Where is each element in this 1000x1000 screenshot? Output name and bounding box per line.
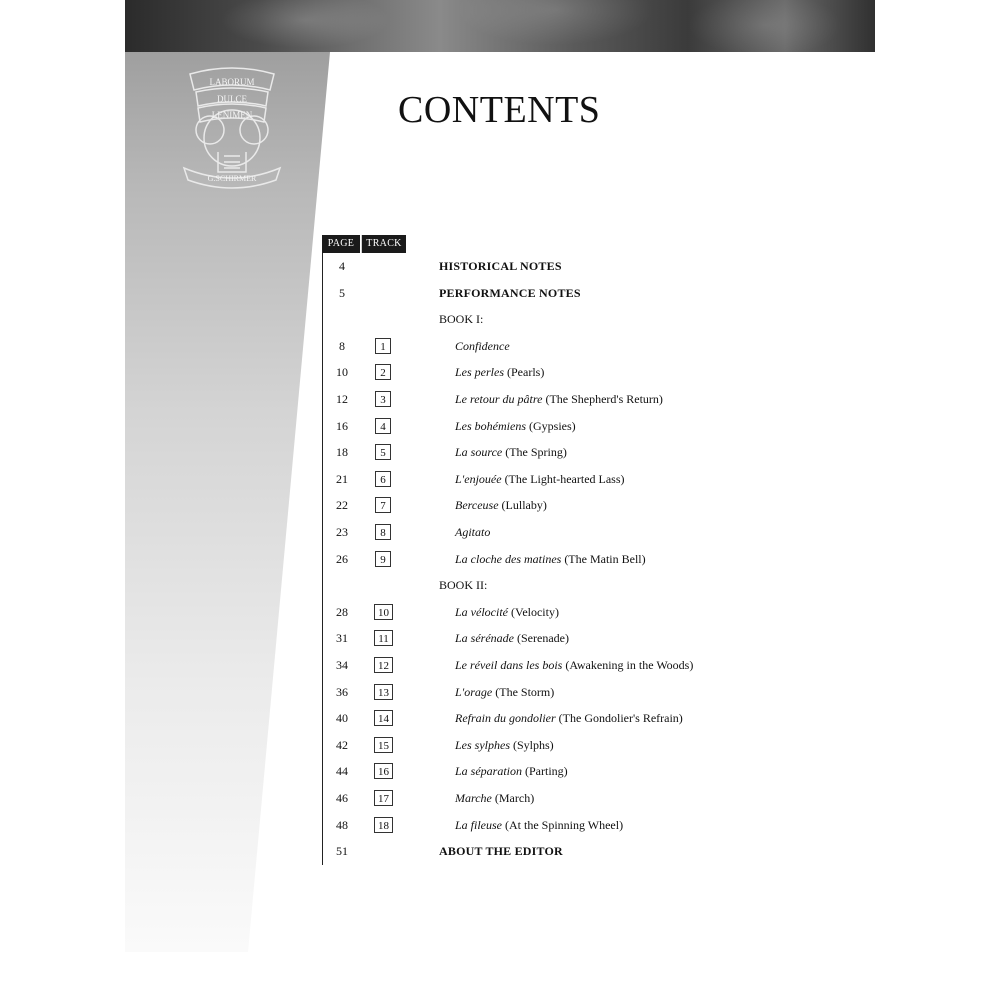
toc-page-number: 51 — [336, 844, 348, 859]
toc-page-number: 12 — [336, 392, 348, 406]
toc-piece-translation: (At the Spinning Wheel) — [505, 817, 624, 832]
toc-track-number: 4 — [375, 418, 391, 434]
toc-entry-title — [455, 392, 663, 407]
page-title: CONTENTS — [398, 89, 601, 131]
toc-row[interactable] — [322, 602, 742, 624]
toc-entry-title: HISTORICAL NOTES — [439, 259, 562, 273]
toc-track-number: 11 — [374, 630, 393, 646]
toc-row[interactable] — [322, 522, 742, 544]
seal-motto-line-1: LABORUM — [209, 77, 255, 87]
toc-entry-title — [455, 764, 568, 779]
toc-row[interactable] — [322, 495, 742, 517]
toc-entry-title — [455, 525, 490, 540]
toc-page-number: 5 — [339, 285, 345, 300]
toc-piece-translation: (Parting) — [525, 764, 568, 779]
seal-motto-line-2: DULCE — [217, 94, 247, 104]
toc-piece-title: Les bohémiens — [455, 418, 526, 433]
toc-entry-title — [455, 552, 646, 567]
toc-track-number: 15 — [374, 737, 393, 753]
toc-track-number: 1 — [375, 338, 391, 354]
toc-track-number: 8 — [375, 524, 391, 540]
toc-piece-title: Berceuse — [455, 498, 499, 513]
toc-track-number: 3 — [375, 391, 391, 407]
toc-row[interactable] — [322, 628, 742, 650]
toc-entry-title — [455, 658, 693, 673]
toc-piece-translation: (Sylphs) — [513, 737, 554, 752]
toc-page-number: 31 — [336, 631, 348, 646]
toc-row[interactable] — [322, 761, 742, 783]
toc-row[interactable] — [322, 788, 742, 810]
toc-track-number: 5 — [375, 444, 391, 460]
toc-piece-title: La séparation — [455, 764, 523, 779]
toc-entry-title — [455, 631, 569, 646]
toc-track-number: 12 — [374, 657, 393, 673]
toc-row[interactable] — [322, 655, 742, 677]
toc-track-number: 2 — [375, 364, 391, 380]
seal-motto-line-3: LENIMEN — [211, 110, 253, 120]
toc-page-number: 8 — [339, 338, 345, 353]
toc-page-number: 40 — [336, 711, 348, 726]
toc-row[interactable] — [322, 841, 742, 863]
toc-piece-translation: (Serenade) — [517, 631, 569, 646]
seal-publisher-banner: G.SCHIRMER — [207, 174, 257, 183]
toc-piece-title: La source — [455, 445, 503, 460]
toc-track-number: 9 — [375, 551, 391, 567]
toc-piece-translation: (The Shepherd's Return) — [545, 392, 663, 406]
toc-piece-title: La sérénade — [455, 631, 514, 646]
toc-page-number: 10 — [336, 365, 348, 380]
toc-piece-title: La vélocité — [455, 604, 508, 619]
toc-piece-title: Le réveil dans les bois — [455, 658, 563, 672]
toc-piece-title: Agitato — [455, 525, 491, 539]
toc-page-number: 42 — [336, 737, 348, 752]
toc-page-number: 16 — [336, 418, 348, 433]
toc-page-number: 46 — [336, 791, 348, 805]
toc-track-number: 18 — [374, 817, 393, 833]
toc-entry-title — [455, 472, 625, 487]
toc-track-number: 16 — [374, 763, 393, 779]
toc-entry-title — [455, 419, 576, 434]
toc-piece-title: Les perles — [455, 365, 504, 380]
toc-row[interactable] — [322, 682, 742, 704]
toc-row[interactable] — [322, 708, 742, 730]
toc-piece-title: Le retour du pâtre — [455, 392, 543, 406]
toc-piece-translation: (The Spring) — [505, 445, 567, 460]
toc-entry-title — [455, 711, 683, 726]
toc-row[interactable] — [322, 416, 742, 438]
toc-entry-title — [455, 818, 623, 833]
toc-entry-title — [455, 498, 547, 513]
toc-page-number: 4 — [339, 259, 345, 273]
toc-entry-title — [455, 445, 567, 460]
toc-piece-translation: (Pearls) — [507, 365, 545, 380]
toc-piece-translation: (The Light-hearted Lass) — [504, 471, 625, 486]
toc-row[interactable] — [322, 362, 742, 384]
toc-piece-translation: (Lullaby) — [501, 498, 547, 513]
toc-track-number: 14 — [374, 710, 393, 726]
toc-entry-title — [455, 791, 534, 806]
toc-page-number: 34 — [336, 658, 348, 672]
toc-piece-title: L'orage — [455, 684, 493, 699]
toc-row[interactable] — [322, 336, 742, 358]
toc-entry-title — [455, 339, 510, 354]
toc-row[interactable] — [322, 469, 742, 491]
toc-page-number: 23 — [336, 525, 348, 539]
toc-piece-translation: (The Matin Bell) — [564, 551, 646, 566]
track-column-header: TRACK — [361, 235, 406, 253]
toc-track-number: 7 — [375, 497, 391, 513]
toc-piece-title: Refrain du gondolier — [455, 711, 556, 726]
toc-row[interactable] — [322, 256, 742, 278]
toc-piece-translation: (Awakening in the Woods) — [565, 658, 694, 672]
page-column-header: PAGE — [322, 235, 360, 253]
toc-page-number: 21 — [336, 471, 348, 486]
toc-entry-title — [455, 738, 554, 753]
toc-track-number: 6 — [375, 471, 391, 487]
toc-row[interactable] — [322, 442, 742, 464]
toc-entry-title — [455, 605, 559, 620]
toc-entry-title: BOOK I: — [439, 312, 484, 327]
toc-piece-title: L'enjouée — [455, 471, 502, 486]
toc-track-number: 13 — [374, 684, 393, 700]
toc-page-number: 18 — [336, 445, 348, 460]
toc-row[interactable] — [322, 549, 742, 571]
toc-page-number: 28 — [336, 604, 348, 619]
toc-piece-title: Les sylphes — [455, 737, 510, 752]
toc-piece-title: Confidence — [455, 338, 510, 353]
toc-entry-title: ABOUT THE EDITOR — [439, 844, 563, 859]
toc-piece-translation: (Gypsies) — [529, 418, 576, 433]
toc-piece-title: La fileuse — [455, 817, 502, 832]
toc-row[interactable] — [322, 283, 742, 305]
toc-piece-translation: (The Storm) — [495, 684, 555, 699]
toc-page-number: 44 — [336, 764, 348, 779]
toc-row[interactable] — [322, 575, 742, 597]
toc-row[interactable] — [322, 815, 742, 837]
toc-page-number: 36 — [336, 684, 348, 699]
toc-entry-title: BOOK II: — [439, 578, 488, 593]
toc-piece-title: La cloche des matines — [455, 551, 562, 566]
toc-entry-title — [455, 685, 554, 700]
toc-page-number: 26 — [336, 551, 348, 566]
toc-entry-title: PERFORMANCE NOTES — [439, 285, 581, 300]
toc-page-number: 22 — [336, 498, 348, 513]
toc-piece-translation: (March) — [494, 791, 535, 805]
toc-page-number: 48 — [336, 817, 348, 832]
toc-row[interactable] — [322, 309, 742, 331]
toc-track-number: 10 — [374, 604, 393, 620]
toc-piece-translation: (The Gondolier's Refrain) — [558, 711, 683, 726]
toc-piece-title: Marche — [455, 791, 492, 805]
toc-row[interactable] — [322, 389, 742, 411]
toc-entry-title — [455, 365, 544, 380]
schirmer-seal-icon — [172, 60, 292, 190]
toc-row[interactable] — [322, 735, 742, 757]
toc-track-number: 17 — [374, 790, 393, 806]
toc-piece-translation: (Velocity) — [510, 604, 559, 619]
header-texture-band — [125, 0, 875, 52]
